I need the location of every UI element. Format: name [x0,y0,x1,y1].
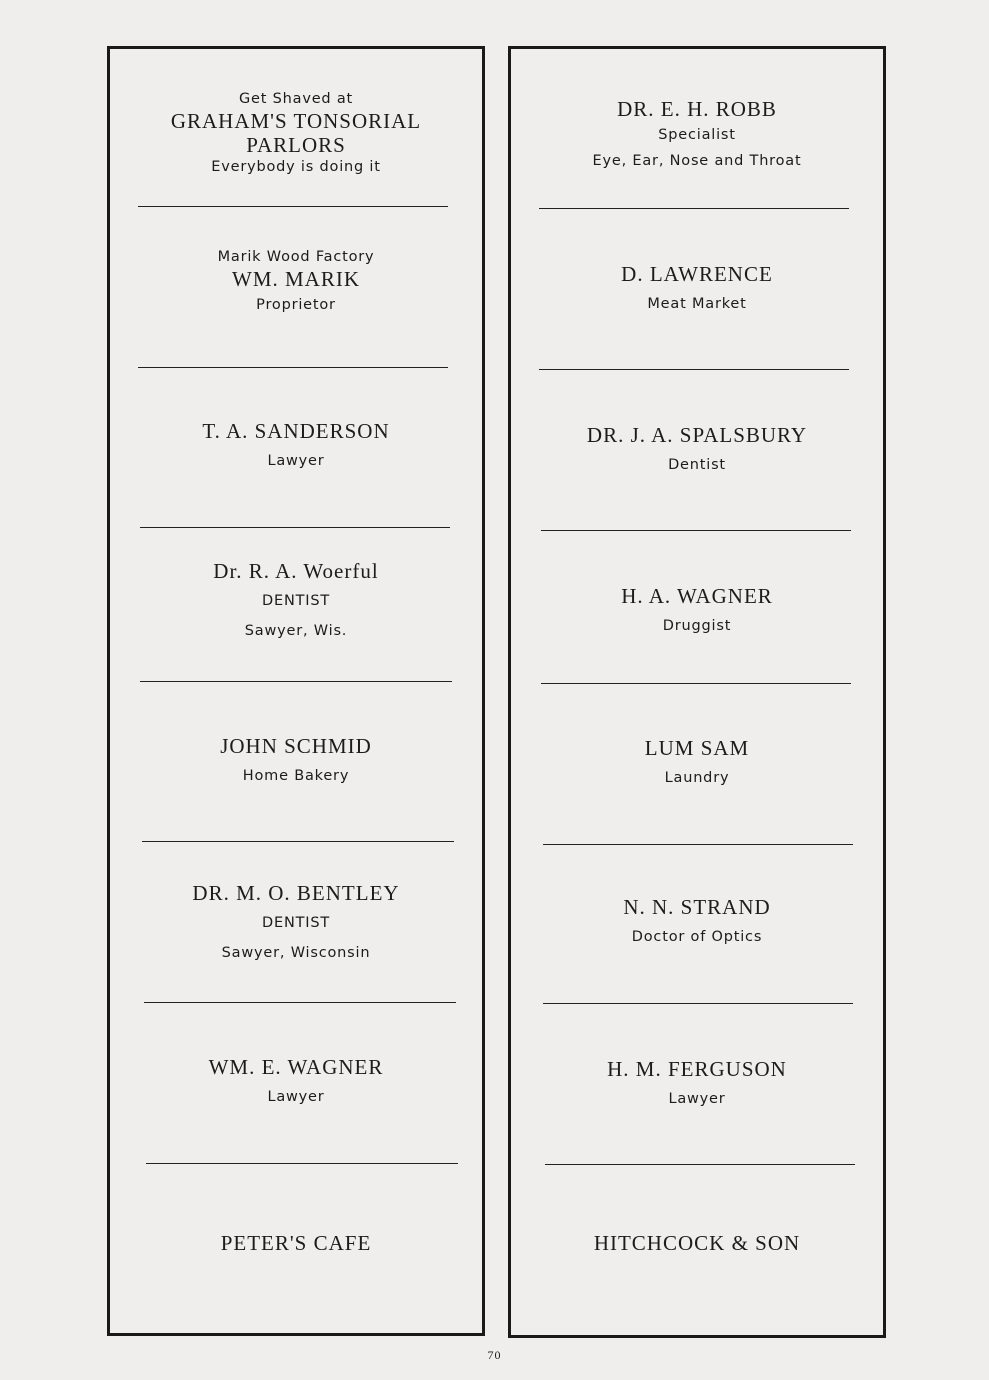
divider [541,683,851,684]
ad-name: T. A. SANDERSON [202,419,390,443]
ad-name: DR. J. A. SPALSBURY [586,423,808,447]
ad-woerful [110,559,482,641]
ad-john-schmid [110,734,482,786]
divider [142,841,454,842]
page-number: 70 [487,1348,502,1362]
ad-marik-wood-factory [110,247,482,315]
divider [541,530,851,531]
ad-line: Specialist [658,127,736,143]
divider [138,206,448,207]
divider [539,369,849,370]
ad-name: PETER'S CAFE [220,1231,372,1255]
ad-lum-sam [511,736,883,788]
ad-wm-e-wagner [110,1055,482,1107]
divider [543,1003,853,1004]
ad-line: Marik Wood Factory [217,249,375,265]
ad-name: PARLORS [246,133,346,157]
divider [543,844,853,845]
ad-line: Get Shaved at [238,91,354,107]
ad-name: D. LAWRENCE [621,262,773,286]
ad-name: Dr. R. A. Woerful [213,559,379,583]
ad-name: H. M. FERGUSON [607,1057,787,1081]
ad-hitchcock-son [511,1231,883,1255]
ad-line: Druggist [662,618,732,634]
ad-line: Meat Market [647,296,747,312]
ad-line: Lawyer [668,1091,726,1107]
ad-name: GRAHAM'S TONSORIAL [170,109,422,133]
ad-ferguson [511,1057,883,1109]
divider [140,527,450,528]
ad-name: H. A. WAGNER [621,584,773,608]
ad-line: Eye, Ear, Nose and Throat [592,153,802,169]
divider [146,1163,458,1164]
ad-line: Laundry [664,770,730,786]
ad-name: HITCHCOCK & SON [593,1231,801,1255]
ad-bentley [110,881,482,963]
ad-grahams-tonsorial-parlors [110,89,482,177]
ad-strand [511,895,883,947]
divider [138,367,448,368]
divider [539,208,849,209]
ad-sanderson [110,419,482,471]
ad-name: WM. MARIK [232,267,360,291]
ad-name: LUM SAM [644,736,750,760]
ad-name: DR. E. H. ROBB [617,97,777,121]
ad-line: Sawyer, Wis. [244,623,348,639]
ad-h-a-wagner [511,584,883,636]
ad-peters-cafe [110,1231,482,1255]
ad-name: WM. E. WAGNER [208,1055,384,1079]
ad-line: Lawyer [267,1089,325,1105]
ad-line: DENTIST [262,593,330,609]
divider [545,1164,855,1165]
ad-name: JOHN SCHMID [220,734,372,758]
ad-line: Doctor of Optics [631,929,763,945]
ad-name: N. N. STRAND [623,895,771,919]
right-ad-column [508,46,886,1338]
ad-line: Lawyer [267,453,325,469]
ad-line: Sawyer, Wisconsin [221,945,371,961]
divider [144,1002,456,1003]
ad-line: Home Bakery [242,768,350,784]
ad-name: DR. M. O. BENTLEY [192,881,400,905]
ad-line: Everybody is doing it [211,159,381,175]
ad-robb [511,97,883,171]
ad-lawrence [511,262,883,314]
divider [140,681,452,682]
left-ad-column [107,46,485,1336]
ad-line: Proprietor [256,297,336,313]
ad-spalsbury [511,423,883,475]
ad-line: DENTIST [262,915,330,931]
ad-line: Dentist [668,457,726,473]
